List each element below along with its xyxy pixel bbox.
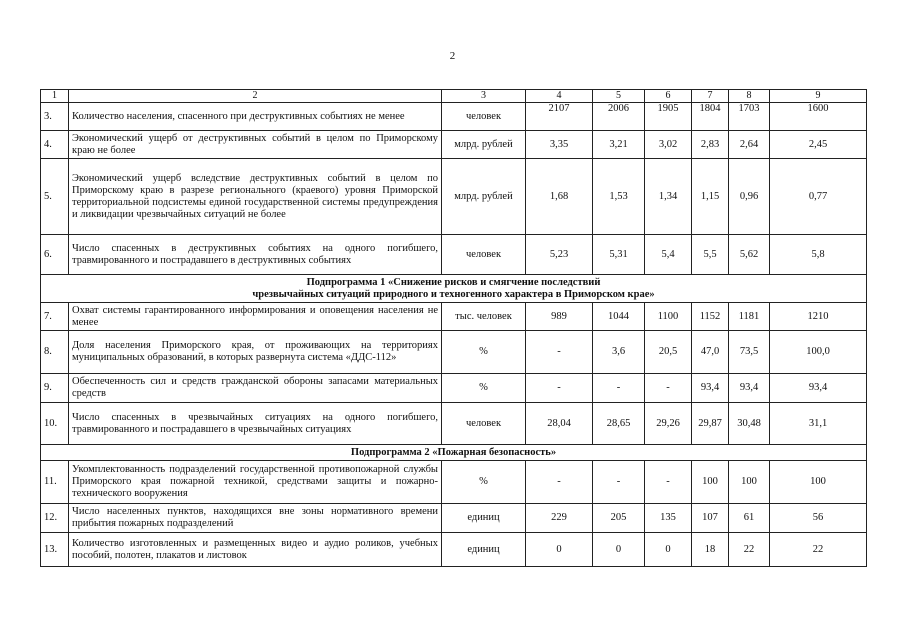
value-cell: 3,21 <box>593 131 645 159</box>
value-cell: 1100 <box>645 303 692 331</box>
value-cell: - <box>645 374 692 403</box>
value-cell: 5,23 <box>526 235 593 275</box>
value-cell: 20,5 <box>645 331 692 374</box>
indicator-name: Количество изготовленных и размещенных видео и аудио роликов, учебных пособий, полотен, плакатов и листовок <box>69 533 442 567</box>
value-cell: 47,0 <box>692 331 729 374</box>
value-cell: 73,5 <box>729 331 770 374</box>
table-row <box>41 303 867 331</box>
value-cell: 989 <box>526 303 593 331</box>
value-cell: 28,65 <box>593 403 645 445</box>
value-cell: 93,4 <box>729 374 770 403</box>
value-cell: 100,0 <box>770 331 867 374</box>
value-cell: 0,96 <box>729 159 770 235</box>
value-cell: 2,83 <box>692 131 729 159</box>
value-cell: 3,02 <box>645 131 692 159</box>
unit-cell: тыс. человек <box>442 303 526 331</box>
row-number: 11. <box>41 461 69 504</box>
column-header: 1 <box>41 90 69 103</box>
subprogram-title-line: чрезвычайных ситуаций природного и техногенного характера в Приморском крае» <box>252 288 655 300</box>
value-cell: 0,77 <box>770 159 867 235</box>
value-cell: - <box>593 374 645 403</box>
value-cell: 31,1 <box>770 403 867 445</box>
value-cell: 1,53 <box>593 159 645 235</box>
value-cell: 1804 <box>692 103 729 131</box>
row-number: 6. <box>41 235 69 275</box>
indicator-name: Обеспеченность сил и средств гражданской обороны запасами материальных средств <box>69 374 442 403</box>
column-number-row <box>41 90 867 103</box>
value-cell: 5,62 <box>729 235 770 275</box>
value-cell: 1044 <box>593 303 645 331</box>
subprogram-header <box>41 445 867 461</box>
table-row <box>41 374 867 403</box>
indicator-name: Экономический ущерб вследствие деструктивных событий в целом по Приморскому краю в разрезе регионального (краевого) уровня Приморской территориальной подсистемы единой государственной системы предупреждения и ликвидации чрезвычайных ситуаций не более <box>69 159 442 235</box>
value-cell: 18 <box>692 533 729 567</box>
value-cell: 22 <box>729 533 770 567</box>
table-row <box>41 103 867 131</box>
value-cell: 1,15 <box>692 159 729 235</box>
column-header: 3 <box>442 90 526 103</box>
value-cell: 1181 <box>729 303 770 331</box>
row-number: 12. <box>41 504 69 533</box>
value-cell: 100 <box>692 461 729 504</box>
value-cell: 100 <box>770 461 867 504</box>
value-cell: 205 <box>593 504 645 533</box>
value-cell: 3,35 <box>526 131 593 159</box>
value-cell: 5,31 <box>593 235 645 275</box>
value-cell: 100 <box>729 461 770 504</box>
subprogram-title <box>41 275 867 303</box>
row-number: 4. <box>41 131 69 159</box>
value-cell: 229 <box>526 504 593 533</box>
value-cell: 93,4 <box>770 374 867 403</box>
value-cell: 1,68 <box>526 159 593 235</box>
value-cell: 5,5 <box>692 235 729 275</box>
value-cell: 29,26 <box>645 403 692 445</box>
indicator-name: Укомплектованность подразделений государственной противопожарной службы Приморского края пожарной техникой, средствами защиты и пожарно-технического вооружения <box>69 461 442 504</box>
value-cell: - <box>526 331 593 374</box>
value-cell: - <box>526 374 593 403</box>
value-cell: 107 <box>692 504 729 533</box>
row-number: 13. <box>41 533 69 567</box>
value-cell: 22 <box>770 533 867 567</box>
table-row <box>41 159 867 235</box>
value-cell: 1703 <box>729 103 770 131</box>
column-header: 8 <box>729 90 770 103</box>
column-header: 2 <box>69 90 442 103</box>
value-cell: 93,4 <box>692 374 729 403</box>
value-cell: 1905 <box>645 103 692 131</box>
column-header: 5 <box>593 90 645 103</box>
value-cell: 56 <box>770 504 867 533</box>
unit-cell: единиц <box>442 504 526 533</box>
value-cell: 61 <box>729 504 770 533</box>
value-cell: 135 <box>645 504 692 533</box>
indicator-name: Экономический ущерб от деструктивных событий в целом по Приморскому краю не более <box>69 131 442 159</box>
value-cell: - <box>593 461 645 504</box>
subprogram-title-line: Подпрограмма 1 «Снижение рисков и смягчение последствий <box>306 276 601 288</box>
table-row <box>41 131 867 159</box>
table-row <box>41 331 867 374</box>
value-cell: - <box>645 461 692 504</box>
row-number: 3. <box>41 103 69 131</box>
value-cell: 0 <box>526 533 593 567</box>
unit-cell: % <box>442 374 526 403</box>
value-cell: 1210 <box>770 303 867 331</box>
value-cell: 29,87 <box>692 403 729 445</box>
indicator-name: Число спасенных в деструктивных событиях на одного погибшего, травмированного и пострадавшего в деструктивных событиях <box>69 235 442 275</box>
subprogram-header <box>41 275 867 303</box>
unit-cell: единиц <box>442 533 526 567</box>
unit-cell: человек <box>442 103 526 131</box>
column-header: 7 <box>692 90 729 103</box>
value-cell: 3,6 <box>593 331 645 374</box>
table-row <box>41 235 867 275</box>
value-cell: 2,64 <box>729 131 770 159</box>
value-cell: 5,4 <box>645 235 692 275</box>
row-number: 9. <box>41 374 69 403</box>
row-number: 8. <box>41 331 69 374</box>
table-row <box>41 504 867 533</box>
indicator-name: Доля населения Приморского края, от проживающих на территориях муниципальных образований, в которых развернута система «ДДС-112» <box>69 331 442 374</box>
value-cell: 2,45 <box>770 131 867 159</box>
indicator-name: Число населенных пунктов, находящихся вне зоны нормативного времени прибытия пожарных подразделений <box>69 504 442 533</box>
column-header: 4 <box>526 90 593 103</box>
row-number: 10. <box>41 403 69 445</box>
value-cell: 0 <box>645 533 692 567</box>
value-cell: 1600 <box>770 103 867 131</box>
unit-cell: % <box>442 461 526 504</box>
value-cell: 5,8 <box>770 235 867 275</box>
unit-cell: человек <box>442 235 526 275</box>
column-header: 6 <box>645 90 692 103</box>
unit-cell: человек <box>442 403 526 445</box>
unit-cell: % <box>442 331 526 374</box>
value-cell: 1152 <box>692 303 729 331</box>
value-cell: 1,34 <box>645 159 692 235</box>
page-number: 2 <box>449 50 456 62</box>
indicator-name: Число спасенных в чрезвычайных ситуациях на одного погибшего, травмированного и пострадавшего в чрезвычайных ситуациях <box>69 403 442 445</box>
row-number: 5. <box>41 159 69 235</box>
value-cell: 0 <box>593 533 645 567</box>
value-cell: 28,04 <box>526 403 593 445</box>
table-row <box>41 403 867 445</box>
indicator-name: Охват системы гарантированного информирования и оповещения населения не менее <box>69 303 442 331</box>
unit-cell: млрд. рублей <box>442 131 526 159</box>
table-row <box>41 533 867 567</box>
value-cell: - <box>526 461 593 504</box>
indicator-name: Количество населения, спасенного при деструктивных событиях не менее <box>69 103 442 131</box>
value-cell: 2006 <box>593 103 645 131</box>
unit-cell: млрд. рублей <box>442 159 526 235</box>
row-number: 7. <box>41 303 69 331</box>
subprogram-title: Подпрограмма 2 «Пожарная безопасность» <box>41 445 867 461</box>
value-cell: 30,48 <box>729 403 770 445</box>
indicators-table <box>40 89 867 567</box>
value-cell: 2107 <box>526 103 593 131</box>
column-header: 9 <box>770 90 867 103</box>
table-row <box>41 461 867 504</box>
